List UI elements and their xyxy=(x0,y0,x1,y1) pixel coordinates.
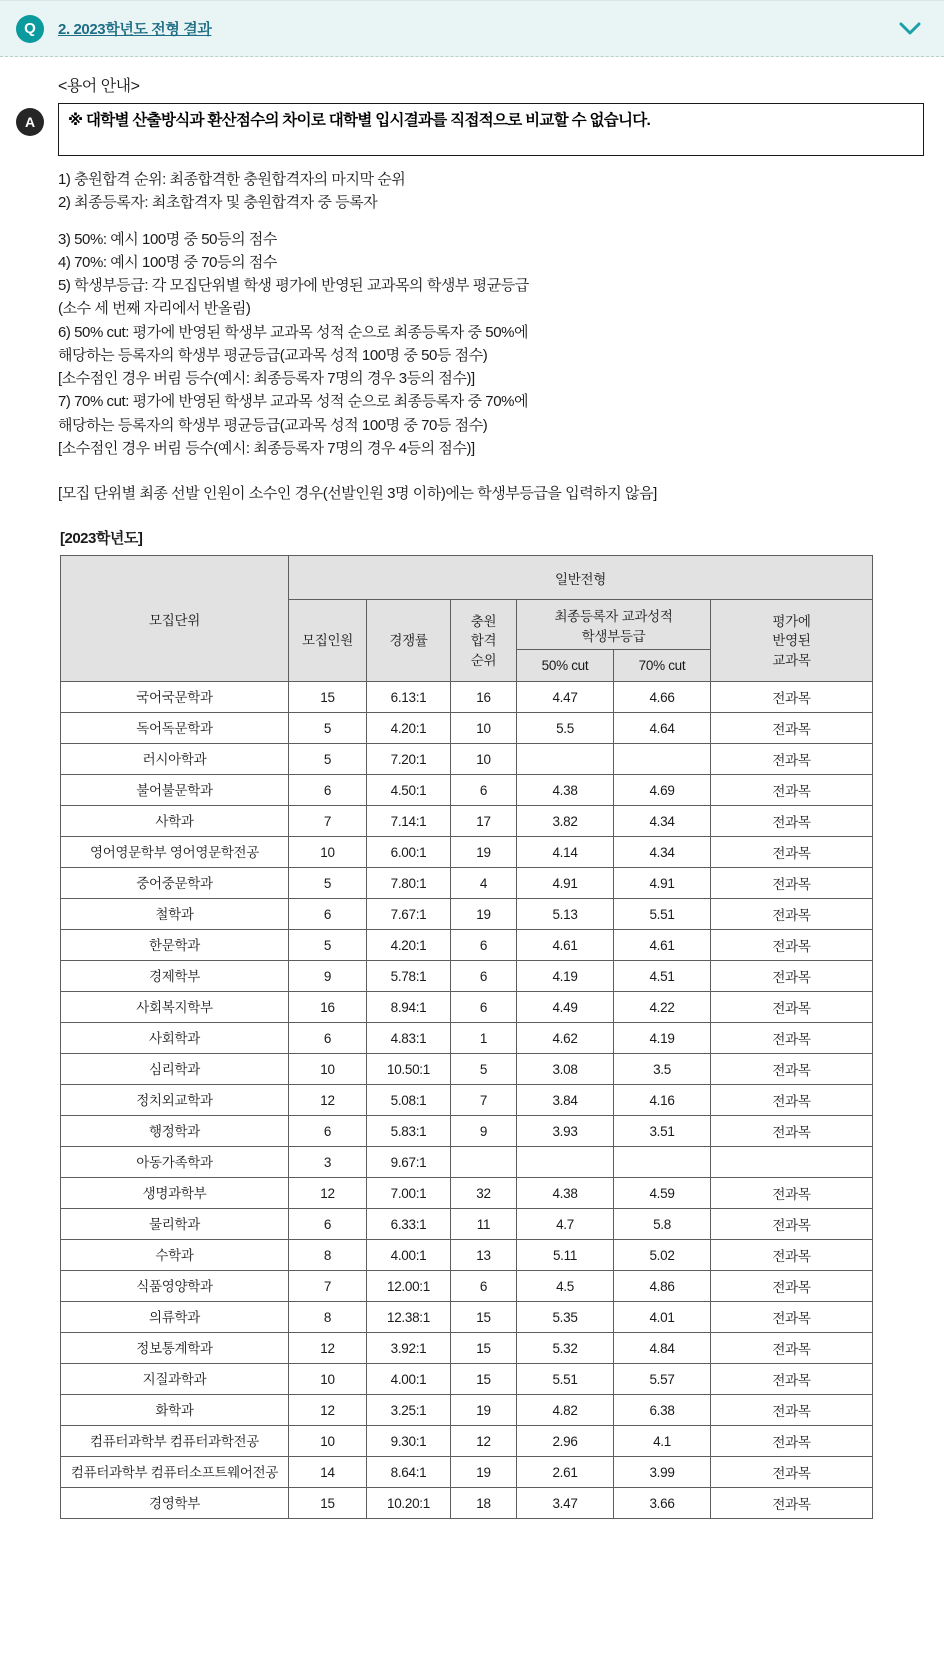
cell-quota: 16 xyxy=(289,992,367,1023)
table-row xyxy=(61,1178,873,1209)
cell-ratio: 6.00:1 xyxy=(367,837,451,868)
table-row xyxy=(61,682,873,713)
grade-line-2: 학생부등급 xyxy=(581,628,646,644)
cell-quota: 5 xyxy=(289,930,367,961)
cell-cut50: 5.5 xyxy=(517,713,614,744)
table-row xyxy=(61,1023,873,1054)
cell-rank: 6 xyxy=(451,1271,517,1302)
cell-unit: 지질과학과 xyxy=(61,1364,289,1395)
cell-unit: 중어중문학과 xyxy=(61,868,289,899)
table-row xyxy=(61,992,873,1023)
cell-cut70: 3.51 xyxy=(614,1116,711,1147)
cell-rank: 6 xyxy=(451,961,517,992)
table-row xyxy=(61,899,873,930)
cell-subject: 전과목 xyxy=(711,1054,873,1085)
term-line: 4) 70%: 예시 100명 중 70등의 점수 xyxy=(58,253,277,271)
cell-ratio: 4.20:1 xyxy=(367,713,451,744)
cell-cut70: 4.16 xyxy=(614,1085,711,1116)
cell-cut50: 5.32 xyxy=(517,1333,614,1364)
cell-unit: 러시아학과 xyxy=(61,744,289,775)
column-header-cut50: 50% cut xyxy=(517,650,614,682)
cell-rank: 11 xyxy=(451,1209,517,1240)
table-row xyxy=(61,1364,873,1395)
cell-rank: 6 xyxy=(451,992,517,1023)
cell-quota: 8 xyxy=(289,1240,367,1271)
cell-subject: 전과목 xyxy=(711,682,873,713)
cell-cut50: 4.47 xyxy=(517,682,614,713)
question-badge: Q xyxy=(16,15,44,43)
cell-ratio: 4.50:1 xyxy=(367,775,451,806)
cell-quota: 5 xyxy=(289,744,367,775)
cell-cut70: 4.59 xyxy=(614,1178,711,1209)
rank-line-2: 합격 xyxy=(470,633,497,649)
cell-rank: 6 xyxy=(451,775,517,806)
cell-cut70: 5.02 xyxy=(614,1240,711,1271)
cell-unit: 의류학과 xyxy=(61,1302,289,1333)
cell-cut70: 4.86 xyxy=(614,1271,711,1302)
cell-cut50: 4.19 xyxy=(517,961,614,992)
column-header-rank xyxy=(451,600,517,682)
cell-ratio: 12.00:1 xyxy=(367,1271,451,1302)
table-row xyxy=(61,1426,873,1457)
cell-rank: 5 xyxy=(451,1054,517,1085)
cell-cut70: 3.5 xyxy=(614,1054,711,1085)
spacer xyxy=(58,505,924,527)
cell-unit: 심리학과 xyxy=(61,1054,289,1085)
cell-rank: 10 xyxy=(451,744,517,775)
cell-unit: 불어불문학과 xyxy=(61,775,289,806)
cell-cut70: 3.99 xyxy=(614,1457,711,1488)
cell-ratio: 9.30:1 xyxy=(367,1426,451,1457)
term-line: 6) 50% cut: 평가에 반영된 학생부 교과목 성적 순으로 최종등록자 중 50%에 xyxy=(58,323,529,341)
cell-rank: 19 xyxy=(451,899,517,930)
notice-box xyxy=(58,103,924,156)
cell-rank: 7 xyxy=(451,1085,517,1116)
cell-ratio: 7.00:1 xyxy=(367,1178,451,1209)
cell-unit: 독어독문학과 xyxy=(61,713,289,744)
cell-quota: 6 xyxy=(289,1023,367,1054)
cell-cut70: 4.34 xyxy=(614,837,711,868)
cell-unit: 컴퓨터과학부 컴퓨터소프트웨어전공 xyxy=(61,1457,289,1488)
cell-cut50: 5.35 xyxy=(517,1302,614,1333)
cell-unit: 화학과 xyxy=(61,1395,289,1426)
cell-quota: 7 xyxy=(289,806,367,837)
table-row xyxy=(61,930,873,961)
cell-unit: 사학과 xyxy=(61,806,289,837)
cell-ratio: 7.80:1 xyxy=(367,868,451,899)
term-line: 3) 50%: 예시 100명 중 50등의 점수 xyxy=(58,230,277,248)
table-row xyxy=(61,1209,873,1240)
cell-quota: 6 xyxy=(289,775,367,806)
cell-quota: 8 xyxy=(289,1302,367,1333)
table-row xyxy=(61,837,873,868)
cell-unit: 사회학과 xyxy=(61,1023,289,1054)
cell-subject: 전과목 xyxy=(711,992,873,1023)
cell-ratio: 7.14:1 xyxy=(367,806,451,837)
column-header-unit: 모집단위 xyxy=(61,556,289,682)
cell-cut70: 4.64 xyxy=(614,713,711,744)
cell-quota: 12 xyxy=(289,1333,367,1364)
column-header-subject xyxy=(711,600,873,682)
table-row xyxy=(61,1240,873,1271)
column-header-ratio: 경쟁률 xyxy=(367,600,451,682)
cell-rank: 16 xyxy=(451,682,517,713)
cell-rank: 19 xyxy=(451,1457,517,1488)
final-note: [모집 단위별 최종 선발 인원이 소수인 경우(선발인원 3명 이하)에는 학생부등급을 입력하지 않음] xyxy=(58,485,657,503)
column-header-cut70: 70% cut xyxy=(614,650,711,682)
cell-cut50: 3.08 xyxy=(517,1054,614,1085)
cell-unit: 영어영문학부 영어영문학전공 xyxy=(61,837,289,868)
cell-cut70: 3.66 xyxy=(614,1488,711,1519)
cell-subject: 전과목 xyxy=(711,1488,873,1519)
cell-rank: 18 xyxy=(451,1488,517,1519)
table-row xyxy=(61,713,873,744)
cell-cut70: 4.66 xyxy=(614,682,711,713)
cell-cut50: 4.14 xyxy=(517,837,614,868)
cell-ratio: 4.20:1 xyxy=(367,930,451,961)
cell-cut70 xyxy=(614,744,711,775)
subject-line-2: 반영된 xyxy=(772,633,811,649)
spacer xyxy=(58,460,924,482)
cell-quota: 10 xyxy=(289,1364,367,1395)
table-row xyxy=(61,868,873,899)
cell-cut70: 5.57 xyxy=(614,1364,711,1395)
table-row xyxy=(61,1054,873,1085)
cell-unit: 경제학부 xyxy=(61,961,289,992)
cell-quota: 5 xyxy=(289,868,367,899)
cell-cut50: 5.51 xyxy=(517,1364,614,1395)
faq-question-header[interactable] xyxy=(0,0,944,57)
cell-cut50 xyxy=(517,744,614,775)
column-header-general: 일반전형 xyxy=(289,556,873,600)
cell-unit: 아동가족학과 xyxy=(61,1147,289,1178)
chevron-down-icon[interactable] xyxy=(898,17,922,41)
term-line: (소수 세 번째 자리에서 반올림) xyxy=(58,300,251,318)
cell-unit: 식품영양학과 xyxy=(61,1271,289,1302)
cell-unit: 수학과 xyxy=(61,1240,289,1271)
cell-ratio: 6.13:1 xyxy=(367,682,451,713)
cell-cut50 xyxy=(517,1147,614,1178)
table-row xyxy=(61,1333,873,1364)
rank-line-3: 순위 xyxy=(470,652,497,668)
cell-rank: 15 xyxy=(451,1364,517,1395)
admission-result-table xyxy=(60,555,873,1519)
table-row xyxy=(61,775,873,806)
cell-subject: 전과목 xyxy=(711,1302,873,1333)
cell-ratio: 4.00:1 xyxy=(367,1364,451,1395)
cell-ratio: 10.50:1 xyxy=(367,1054,451,1085)
cell-cut50: 2.96 xyxy=(517,1426,614,1457)
cell-quota: 7 xyxy=(289,1271,367,1302)
cell-rank: 6 xyxy=(451,930,517,961)
cell-ratio: 8.64:1 xyxy=(367,1457,451,1488)
term-line: 1) 충원합격 순위: 최종합격한 충원합격자의 마지막 순위 xyxy=(58,171,406,189)
table-row xyxy=(61,1302,873,1333)
cell-subject: 전과목 xyxy=(711,899,873,930)
table-row xyxy=(61,1116,873,1147)
terms-group-1 xyxy=(58,168,924,215)
cell-ratio: 3.25:1 xyxy=(367,1395,451,1426)
cell-quota: 3 xyxy=(289,1147,367,1178)
cell-subject: 전과목 xyxy=(711,961,873,992)
cell-cut50: 4.38 xyxy=(517,1178,614,1209)
cell-quota: 6 xyxy=(289,1209,367,1240)
cell-subject: 전과목 xyxy=(711,806,873,837)
cell-subject: 전과목 xyxy=(711,1116,873,1147)
cell-ratio: 7.67:1 xyxy=(367,899,451,930)
cell-cut50: 4.61 xyxy=(517,930,614,961)
cell-quota: 5 xyxy=(289,713,367,744)
cell-cut50: 4.49 xyxy=(517,992,614,1023)
cell-rank: 19 xyxy=(451,837,517,868)
cell-unit: 생명과학부 xyxy=(61,1178,289,1209)
cell-subject: 전과목 xyxy=(711,713,873,744)
cell-cut50: 2.61 xyxy=(517,1457,614,1488)
term-line: 해당하는 등록자의 학생부 평균등급(교과목 성적 100명 중 70등 점수) xyxy=(58,416,488,434)
table-head xyxy=(61,556,873,682)
cell-cut70: 4.69 xyxy=(614,775,711,806)
cell-cut70: 4.91 xyxy=(614,868,711,899)
cell-cut70: 4.84 xyxy=(614,1333,711,1364)
cell-cut70: 4.34 xyxy=(614,806,711,837)
cell-subject xyxy=(711,1147,873,1178)
spacer xyxy=(58,215,924,228)
term-line: 7) 70% cut: 평가에 반영된 학생부 교과목 성적 순으로 최종등록자 중 70%에 xyxy=(58,393,529,411)
cell-cut70 xyxy=(614,1147,711,1178)
cell-ratio: 4.00:1 xyxy=(367,1240,451,1271)
table-row xyxy=(61,1271,873,1302)
table-row xyxy=(61,1147,873,1178)
cell-subject: 전과목 xyxy=(711,1178,873,1209)
cell-cut70: 5.8 xyxy=(614,1209,711,1240)
rank-line-1: 충원 xyxy=(470,613,497,629)
table-header-row-1 xyxy=(61,556,873,600)
cell-rank: 13 xyxy=(451,1240,517,1271)
cell-ratio: 6.33:1 xyxy=(367,1209,451,1240)
cell-cut70: 6.38 xyxy=(614,1395,711,1426)
cell-cut70: 4.51 xyxy=(614,961,711,992)
cell-rank: 15 xyxy=(451,1302,517,1333)
cell-unit: 컴퓨터과학부 컴퓨터과학전공 xyxy=(61,1426,289,1457)
cell-unit: 정치외교학과 xyxy=(61,1085,289,1116)
subject-line-1: 평가에 xyxy=(772,613,811,629)
cell-cut70: 4.22 xyxy=(614,992,711,1023)
cell-quota: 12 xyxy=(289,1178,367,1209)
term-line: 2) 최종등록자: 최초합격자 및 충원합격자 중 등록자 xyxy=(58,194,378,212)
cell-unit: 국어국문학과 xyxy=(61,682,289,713)
cell-rank: 19 xyxy=(451,1395,517,1426)
cell-cut50: 4.62 xyxy=(517,1023,614,1054)
cell-subject: 전과목 xyxy=(711,1364,873,1395)
table-row xyxy=(61,1488,873,1519)
cell-quota: 12 xyxy=(289,1085,367,1116)
cell-subject: 전과목 xyxy=(711,1271,873,1302)
cell-ratio: 12.38:1 xyxy=(367,1302,451,1333)
cell-quota: 6 xyxy=(289,899,367,930)
grade-line-1: 최종등록자 교과성적 xyxy=(554,608,673,624)
table-body xyxy=(61,682,873,1519)
cell-cut50: 3.82 xyxy=(517,806,614,837)
cell-rank xyxy=(451,1147,517,1178)
cell-cut50: 5.13 xyxy=(517,899,614,930)
cell-quota: 15 xyxy=(289,1488,367,1519)
cell-ratio: 8.94:1 xyxy=(367,992,451,1023)
cell-subject: 전과목 xyxy=(711,744,873,775)
cell-rank: 15 xyxy=(451,1333,517,1364)
cell-unit: 물리학과 xyxy=(61,1209,289,1240)
year-label: [2023학년도] xyxy=(60,530,143,548)
cell-subject: 전과목 xyxy=(711,868,873,899)
faq-answer-body xyxy=(0,57,944,1529)
cell-cut50: 4.82 xyxy=(517,1395,614,1426)
cell-rank: 10 xyxy=(451,713,517,744)
cell-cut50: 4.7 xyxy=(517,1209,614,1240)
cell-subject: 전과목 xyxy=(711,1209,873,1240)
cell-quota: 10 xyxy=(289,1426,367,1457)
column-header-quota: 모집인원 xyxy=(289,600,367,682)
cell-cut70: 4.01 xyxy=(614,1302,711,1333)
cell-subject: 전과목 xyxy=(711,775,873,806)
table-row xyxy=(61,806,873,837)
cell-subject: 전과목 xyxy=(711,1395,873,1426)
subject-line-3: 교과목 xyxy=(772,652,811,668)
notice-text: ※ 대학별 산출방식과 환산점수의 차이로 대학별 입시결과를 직접적으로 비교할 수 없습니다. xyxy=(68,112,651,129)
cell-unit: 한문학과 xyxy=(61,930,289,961)
table-row xyxy=(61,1085,873,1116)
answer-badge: A xyxy=(16,108,44,136)
result-table-wrapper xyxy=(58,555,924,1519)
cell-quota: 9 xyxy=(289,961,367,992)
cell-unit: 정보통계학과 xyxy=(61,1333,289,1364)
table-row xyxy=(61,744,873,775)
cell-rank: 12 xyxy=(451,1426,517,1457)
cell-cut50: 3.93 xyxy=(517,1116,614,1147)
cell-ratio: 3.92:1 xyxy=(367,1333,451,1364)
cell-ratio: 10.20:1 xyxy=(367,1488,451,1519)
cell-cut50: 3.47 xyxy=(517,1488,614,1519)
faq-question-title[interactable]: 2. 2023학년도 전형 결과 xyxy=(58,21,212,38)
table-row xyxy=(61,1395,873,1426)
cell-unit: 행정학과 xyxy=(61,1116,289,1147)
term-line: 5) 학생부등급: 각 모집단위별 학생 평가에 반영된 교과목의 학생부 평균등급 xyxy=(58,277,529,295)
answer-content xyxy=(58,73,924,1519)
table-row xyxy=(61,1457,873,1488)
cell-ratio: 5.83:1 xyxy=(367,1116,451,1147)
cell-cut70: 4.19 xyxy=(614,1023,711,1054)
cell-subject: 전과목 xyxy=(711,1023,873,1054)
terms-group-2 xyxy=(58,228,924,461)
cell-quota: 14 xyxy=(289,1457,367,1488)
cell-ratio: 5.08:1 xyxy=(367,1085,451,1116)
term-line: 해당하는 등록자의 학생부 평균등급(교과목 성적 100명 중 50등 점수) xyxy=(58,346,488,364)
cell-cut50: 5.11 xyxy=(517,1240,614,1271)
cell-cut50: 4.5 xyxy=(517,1271,614,1302)
term-line: [소수점인 경우 버림 등수(예시: 최종등록자 7명의 경우 3등의 점수)] xyxy=(58,370,475,388)
table-row xyxy=(61,961,873,992)
cell-cut50: 4.91 xyxy=(517,868,614,899)
cell-cut70: 4.1 xyxy=(614,1426,711,1457)
cell-rank: 32 xyxy=(451,1178,517,1209)
cell-rank: 9 xyxy=(451,1116,517,1147)
cell-subject: 전과목 xyxy=(711,1085,873,1116)
column-header-grade xyxy=(517,600,711,650)
cell-subject: 전과목 xyxy=(711,1240,873,1271)
cell-quota: 6 xyxy=(289,1116,367,1147)
cell-ratio: 5.78:1 xyxy=(367,961,451,992)
cell-quota: 12 xyxy=(289,1395,367,1426)
cell-unit: 철학과 xyxy=(61,899,289,930)
cell-subject: 전과목 xyxy=(711,1333,873,1364)
term-line: [소수점인 경우 버림 등수(예시: 최종등록자 7명의 경우 4등의 점수)] xyxy=(58,439,475,457)
cell-rank: 17 xyxy=(451,806,517,837)
cell-cut50: 3.84 xyxy=(517,1085,614,1116)
cell-quota: 10 xyxy=(289,1054,367,1085)
cell-subject: 전과목 xyxy=(711,930,873,961)
cell-subject: 전과목 xyxy=(711,1426,873,1457)
terms-guide-title: <용어 안내> xyxy=(58,78,140,95)
cell-cut50: 4.38 xyxy=(517,775,614,806)
cell-quota: 10 xyxy=(289,837,367,868)
cell-ratio: 9.67:1 xyxy=(367,1147,451,1178)
cell-quota: 15 xyxy=(289,682,367,713)
cell-rank: 1 xyxy=(451,1023,517,1054)
cell-ratio: 7.20:1 xyxy=(367,744,451,775)
cell-subject: 전과목 xyxy=(711,1457,873,1488)
cell-unit: 경영학부 xyxy=(61,1488,289,1519)
cell-ratio: 4.83:1 xyxy=(367,1023,451,1054)
cell-unit: 사회복지학부 xyxy=(61,992,289,1023)
cell-subject: 전과목 xyxy=(711,837,873,868)
cell-rank: 4 xyxy=(451,868,517,899)
cell-cut70: 5.51 xyxy=(614,899,711,930)
cell-cut70: 4.61 xyxy=(614,930,711,961)
